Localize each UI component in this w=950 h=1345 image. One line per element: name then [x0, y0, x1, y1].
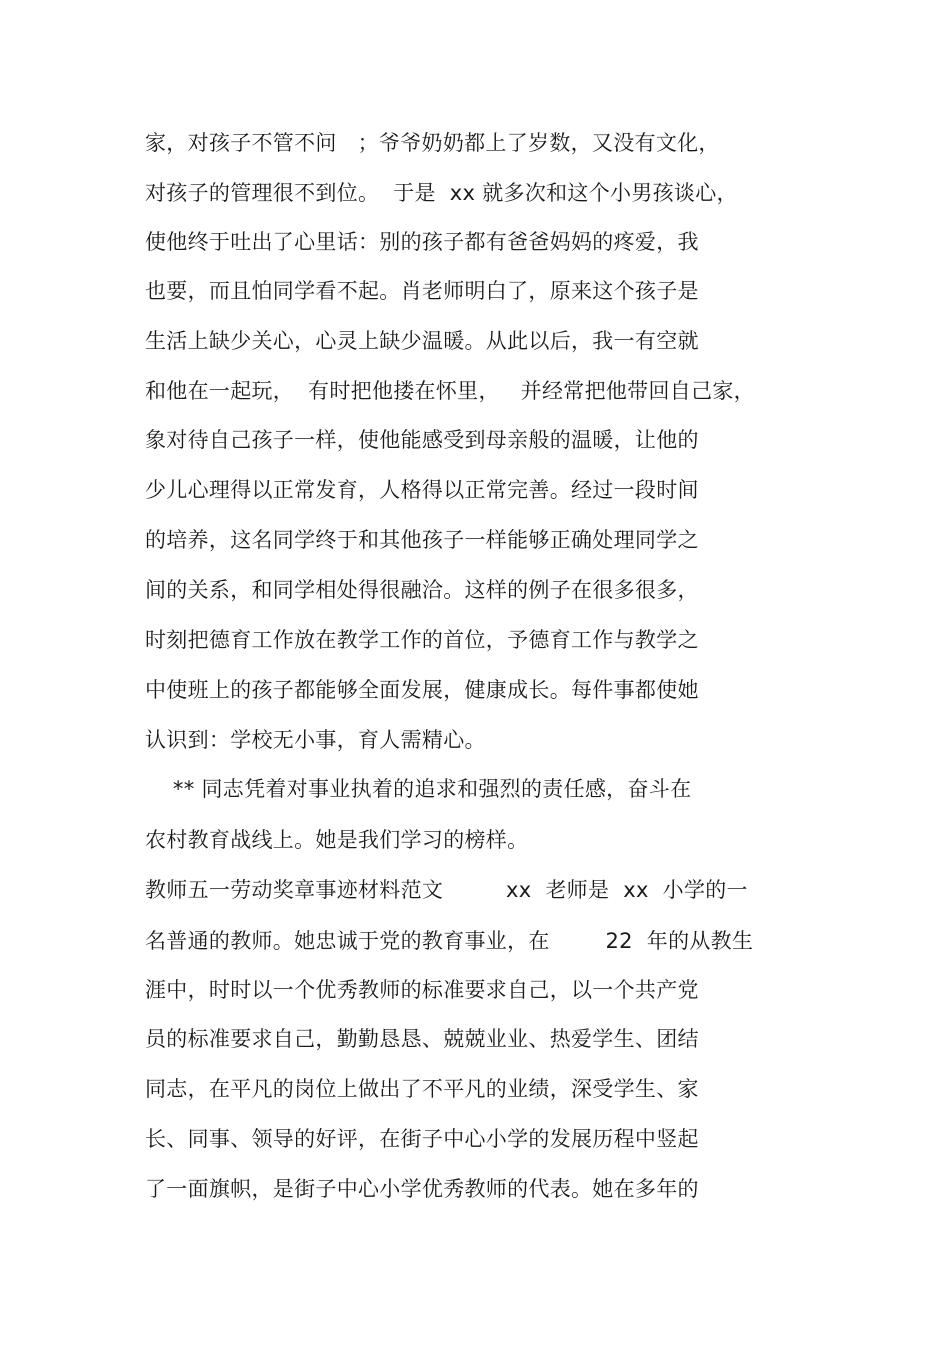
text-line: 少儿心理得以正常发育，人格得以正常完善。经过一段时间: [145, 478, 699, 502]
text-line: 涯中，时时以一个优秀教师的标准要求自己，以一个共产党: [145, 978, 699, 1002]
text-line: 时刻把德育工作放在教学工作的首位，予德育工作与教学之: [145, 628, 699, 652]
text-line: ** 同志凭着对事业执着的追求和强烈的责任感，奋斗在: [145, 777, 692, 801]
text-line: 认识到：学校无小事，育人需精心。: [145, 728, 486, 752]
text-line: 中使班上的孩子都能够全面发展，健康成长。每件事都使她: [145, 678, 699, 702]
text-line: 了一面旗帜，是街子中心小学优秀教师的代表。她在多年的: [145, 1177, 699, 1201]
text-line: 生活上缺少关心，心灵上缺少温暖。从此以后，我一有空就: [145, 329, 699, 353]
text-line: 间的关系，和同学相处得很融洽。这样的例子在很多很多，: [145, 578, 699, 602]
text-line: 家，对孩子不管不问 ；爷爷奶奶都上了岁数，又没有文化，: [145, 131, 720, 155]
text-line: 使他终于吐出了心里话：别的孩子都有爸爸妈妈的疼爱，我: [145, 230, 699, 254]
text-line: 象对待自己孩子一样，使他能感受到母亲般的温暖，让他的: [145, 428, 699, 452]
text-line: 教师五一劳动奖章事迹材料范文 xx 老师是 xx 小学的一: [145, 878, 748, 902]
text-line: 同志，在平凡的岗位上做出了不平凡的业绩，深受学生、家: [145, 1077, 699, 1101]
text-line: 也要，而且怕同学看不起。肖老师明白了，原来这个孩子是: [145, 279, 699, 303]
text-line: 和他在一起玩， 有时把他搂在怀里， 并经常把他带回自己家，: [145, 379, 755, 403]
text-line: 的培养，这名同学终于和其他孩子一样能够正确处理同学之: [145, 528, 699, 552]
text-line: 对孩子的管理很不到位。 于是 xx 就多次和这个小男孩谈心，: [145, 181, 738, 205]
text-line: 名普通的教师。她忠诚于党的教育事业，在 22 年的从教生: [145, 929, 754, 953]
text-line: 农村教育战线上。她是我们学习的榜样。: [145, 828, 529, 852]
text-line: 长、同事、领导的好评，在街子中心小学的发展历程中竖起: [145, 1127, 699, 1151]
text-line: 员的标准要求自己，勤勤恳恳、兢兢业业、热爱学生、团结: [145, 1027, 699, 1051]
